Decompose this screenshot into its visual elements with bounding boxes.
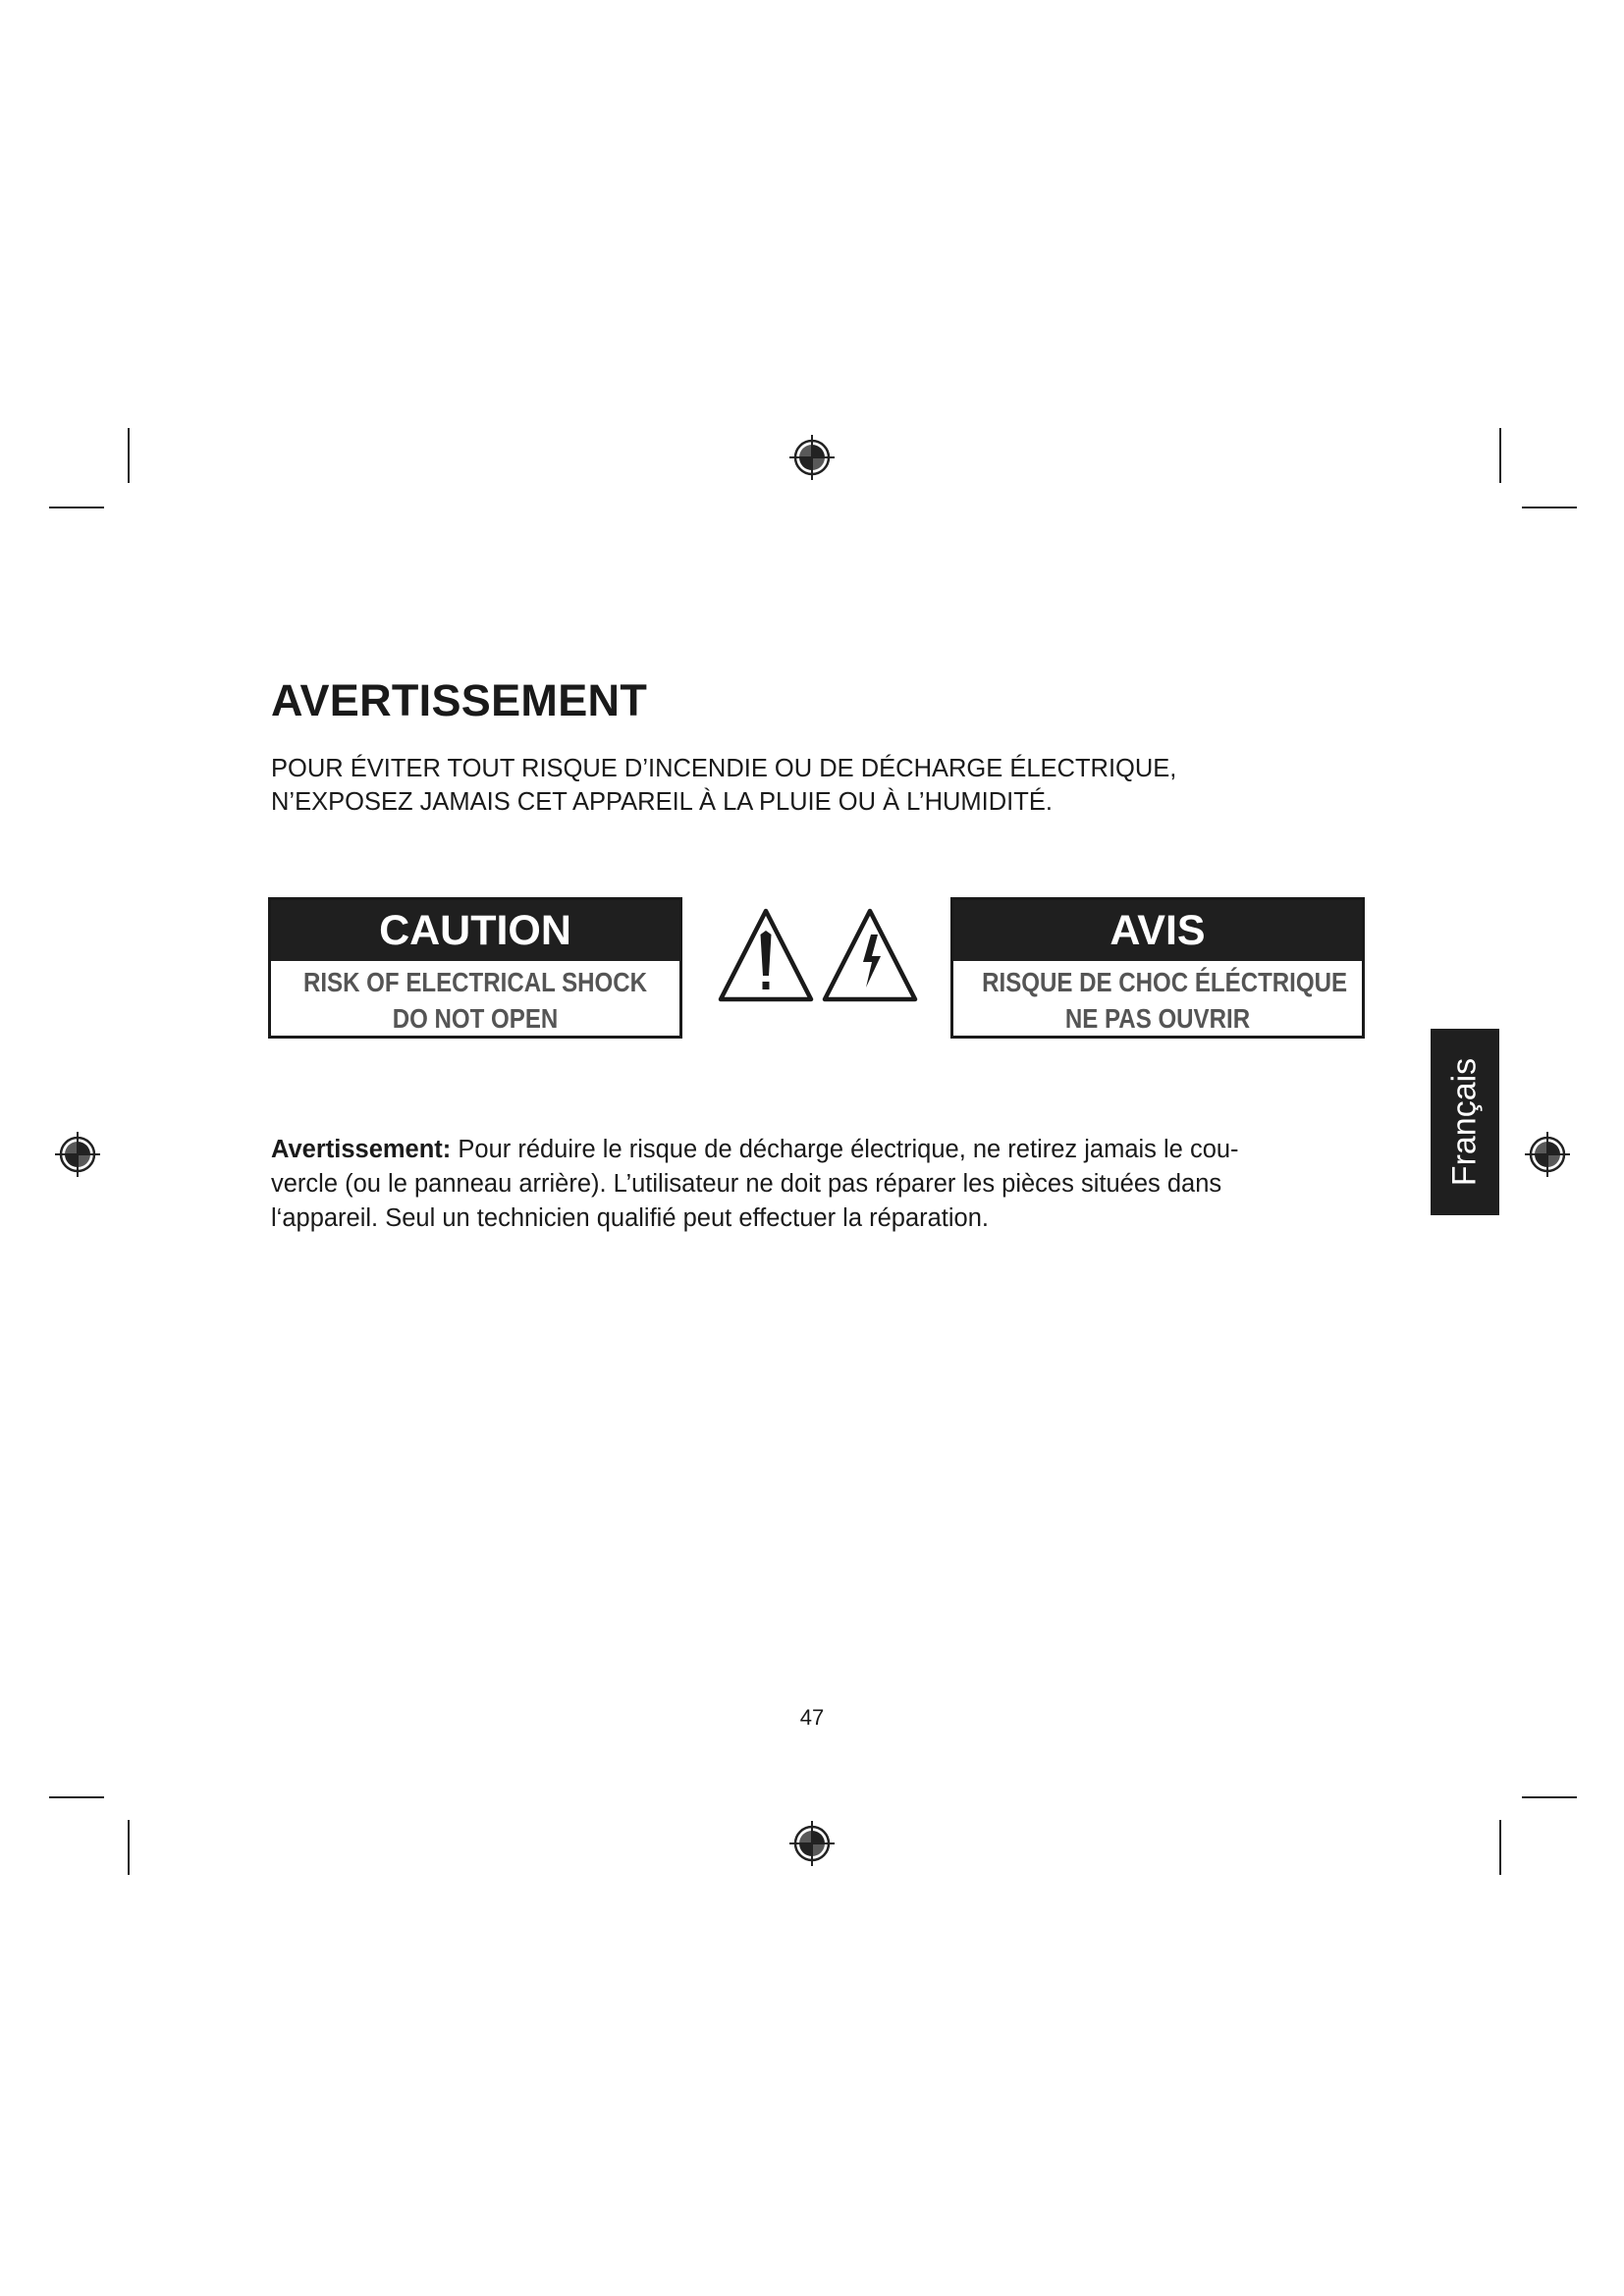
- crop-mark-bottom-right-vertical: [1499, 1820, 1501, 1875]
- caution-label: [268, 897, 682, 1039]
- avis-label-text: [982, 961, 1348, 1037]
- paragraph-line-3: l‘appareil. Seul un technicien qualifié peut effectuer la réparation.: [271, 1204, 990, 1232]
- paragraph-lead: Avertissement:: [271, 1136, 452, 1163]
- caution-label-title: CAUTION: [271, 900, 679, 961]
- notice-line-1: POUR ÉVITER TOUT RISQUE D’INCENDIE OU DE DÉCHARGE ÉLECTRIQUE,: [271, 755, 1177, 782]
- notice-line-2: N’EXPOSEZ JAMAIS CET APPAREIL À LA PLUIE OU À L’HUMIDITÉ.: [271, 788, 1053, 816]
- paragraph-line-1: [271, 1133, 1371, 1167]
- caution-label-text: [299, 961, 651, 1037]
- language-tab-label: Français: [1445, 1057, 1484, 1187]
- warning-notice: [271, 752, 1400, 819]
- registration-mark-bottom-icon: [788, 1820, 836, 1867]
- avis-label-line-1: RISQUE DE CHOC ÉLÉCTRIQUE: [982, 967, 1348, 997]
- crop-mark-bottom-right-horizontal: [1522, 1796, 1577, 1798]
- caution-label-line-2: DO NOT OPEN: [392, 1003, 559, 1034]
- crop-mark-bottom-left-horizontal: [49, 1796, 104, 1798]
- registration-mark-right-icon: [1524, 1131, 1571, 1178]
- warning-symbols: [713, 903, 925, 1013]
- registration-mark-top-icon: [788, 434, 836, 481]
- exclamation-triangle-icon: [721, 911, 811, 999]
- paragraph-line-2: vercle (ou le panneau arrière). L’utilisateur ne doit pas réparer les pièces situées dans: [271, 1170, 1222, 1198]
- avis-label: [950, 897, 1365, 1039]
- lightning-triangle-icon: [825, 911, 915, 999]
- avis-label-title: AVIS: [953, 900, 1362, 961]
- registration-mark-left-icon: [54, 1131, 101, 1178]
- crop-mark-top-right-horizontal: [1522, 507, 1577, 508]
- warning-paragraph: [271, 1133, 1371, 1236]
- page-heading: AVERTISSEMENT: [271, 675, 648, 725]
- crop-mark-top-right-vertical: [1499, 428, 1501, 483]
- crop-mark-bottom-left-vertical: [128, 1820, 130, 1875]
- paragraph-line-1-text: Pour réduire le risque de décharge électrique, ne retirez jamais le cou-: [451, 1136, 1239, 1163]
- language-tab: [1431, 1029, 1499, 1215]
- caution-label-line-1: RISK OF ELECTRICAL SHOCK: [302, 967, 648, 997]
- crop-mark-top-left-horizontal: [49, 507, 104, 508]
- avis-label-line-2: NE PAS OUVRIR: [1064, 1003, 1251, 1034]
- page-number: 47: [799, 1705, 825, 1730]
- crop-mark-top-left-vertical: [128, 428, 130, 483]
